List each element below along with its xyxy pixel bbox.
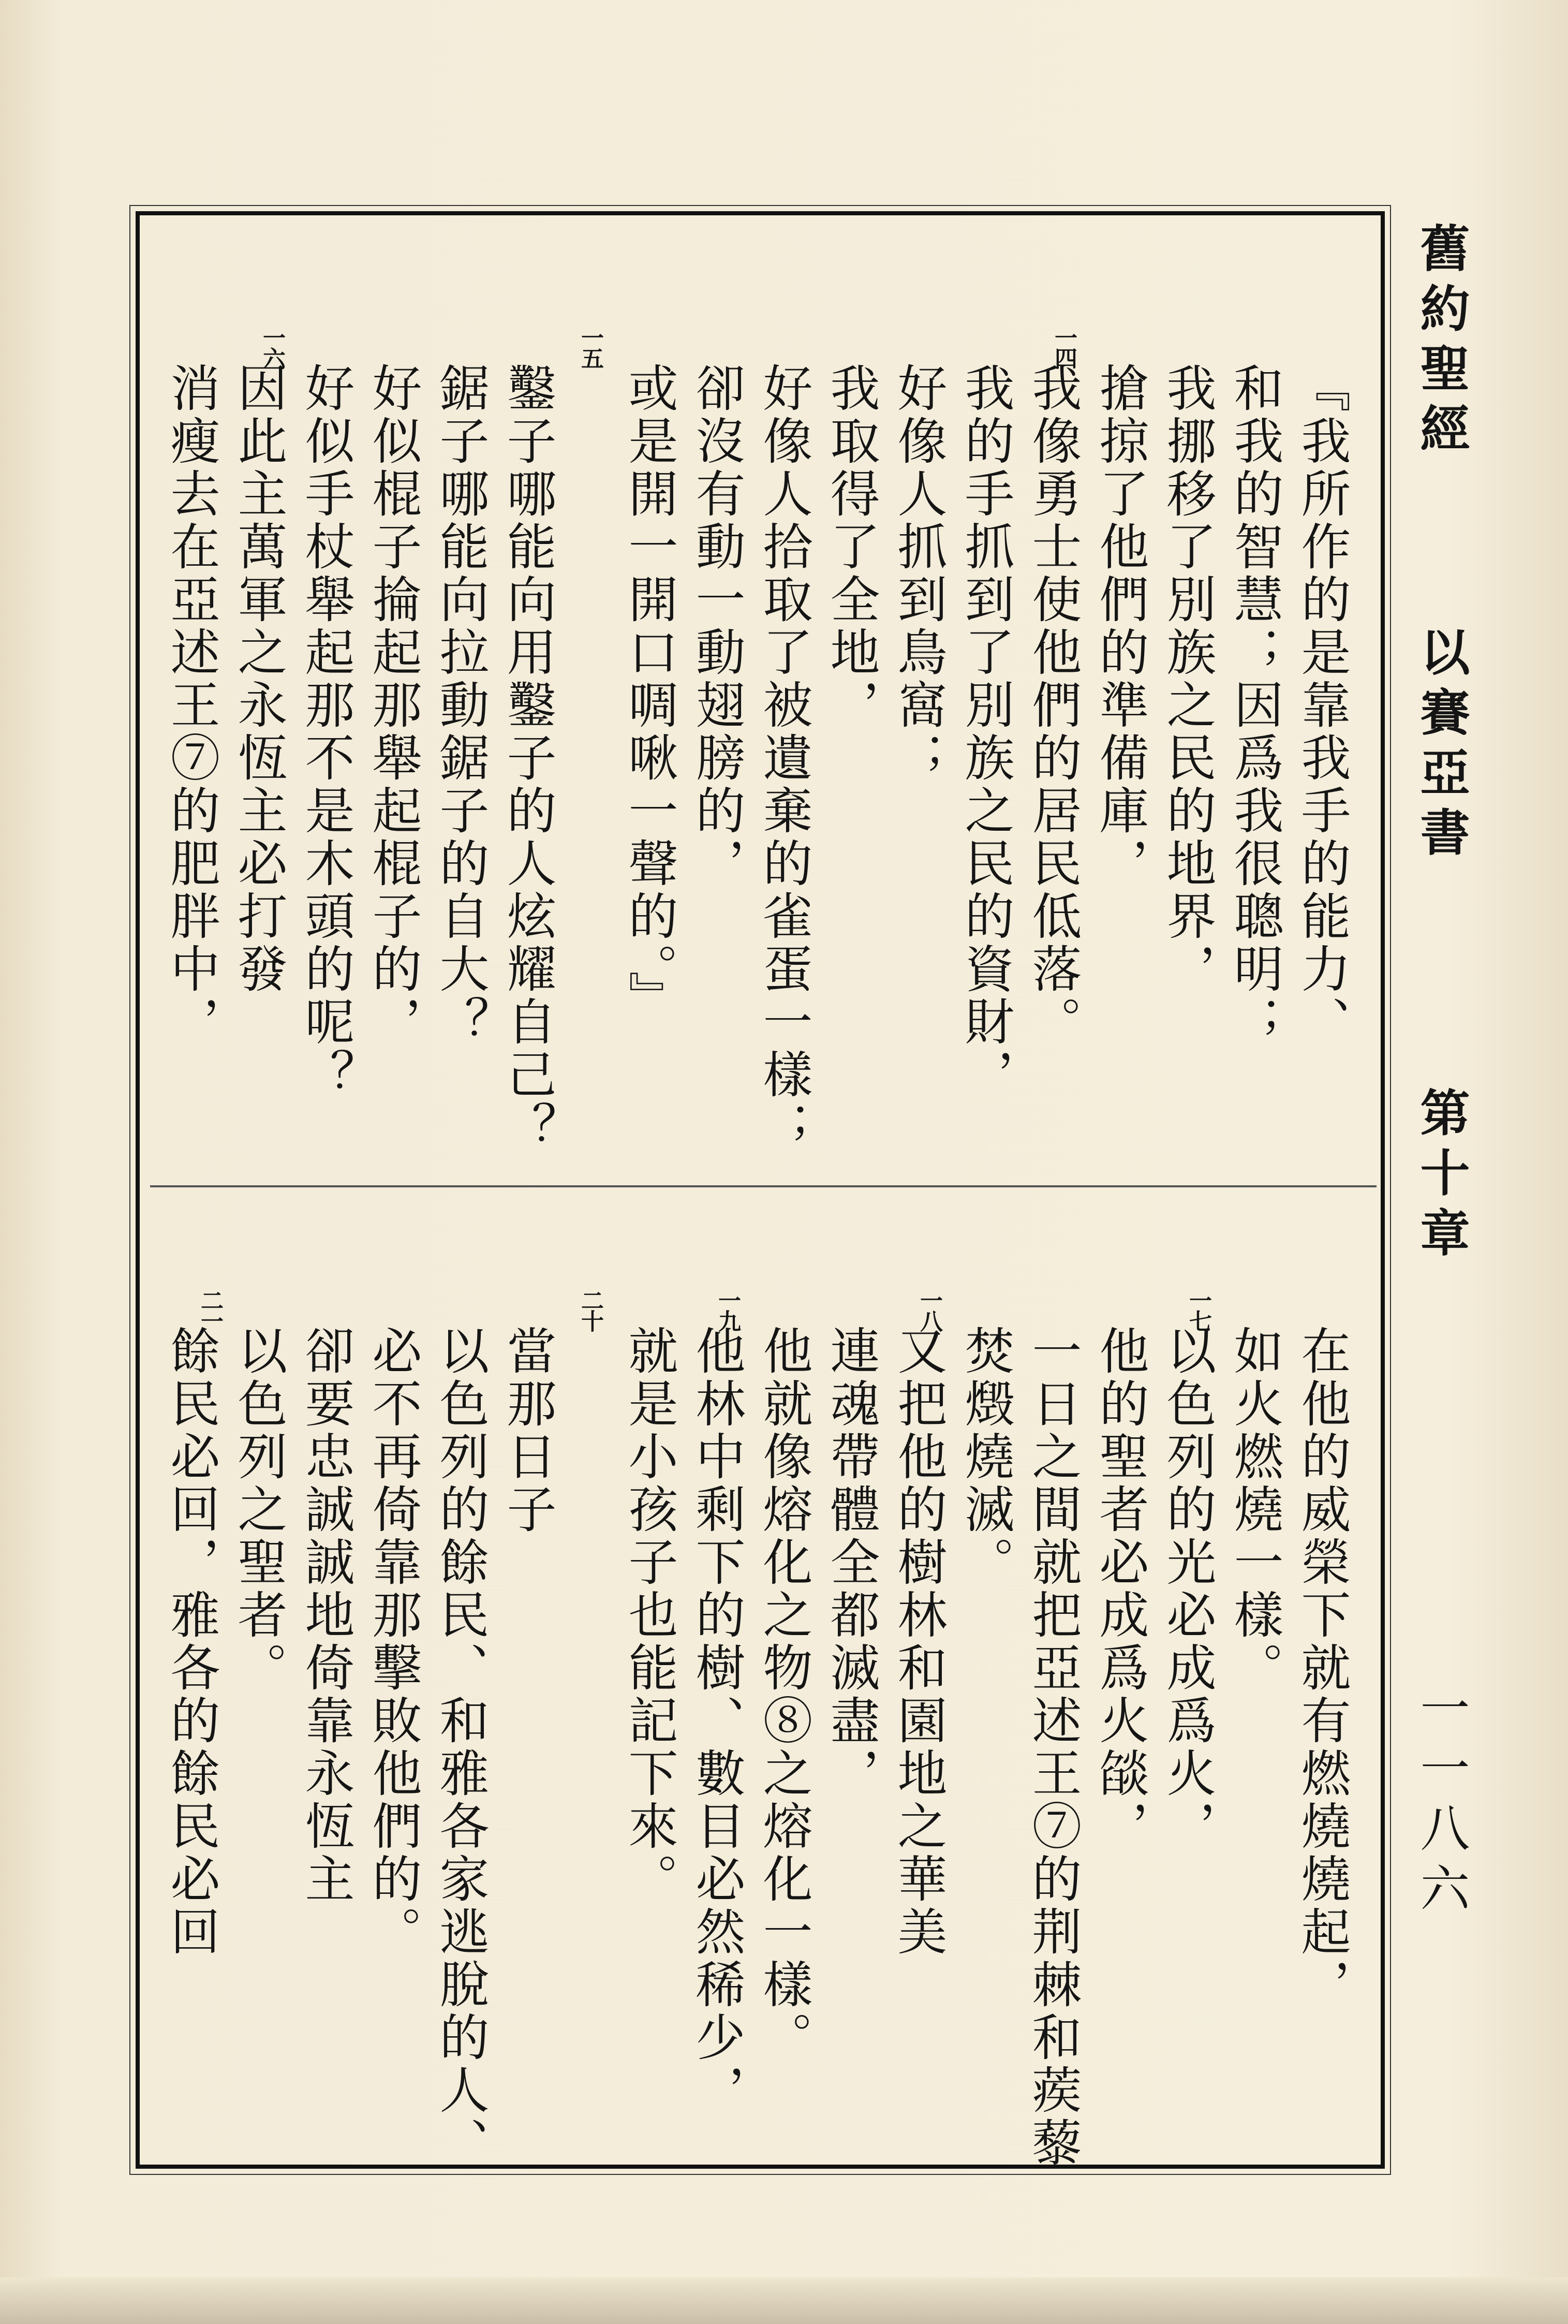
text-column: 當那日子: [499, 1325, 557, 1536]
text-column: 『我所作的是靠我手的能力、: [1293, 362, 1351, 1049]
text-column: 他的聖者必成爲火燄，: [1091, 1325, 1149, 1853]
header-chapter: 第十章: [1412, 1087, 1471, 1267]
verse-number: 一六: [259, 326, 285, 367]
verse-number: 一四: [1051, 326, 1077, 367]
verse-number: 一七: [1185, 1289, 1211, 1330]
page-bottom-edge: [0, 2277, 1568, 2324]
header-book-name: 以賽亞書: [1412, 626, 1471, 866]
text-column: 以色列的餘民、和雅各家逃脫的人、: [432, 1325, 490, 2170]
verse-number: 一八: [916, 1289, 942, 1330]
text-column: 他就像熔化之物⑧之熔化一樣。: [755, 1325, 813, 2064]
text-column: 或是開一開口啁啾一聲的。』: [620, 362, 678, 1024]
text-column: 以色列之聖者。: [230, 1325, 288, 1695]
text-column: 必不再倚靠那擊敗他們的。: [364, 1325, 422, 1959]
section-divider: [150, 1185, 1377, 1187]
text-column: 連魂帶體全都滅盡，: [822, 1325, 880, 1800]
header-page-number: 一一八六: [1412, 1682, 1470, 1922]
text-column: 我的手抓到了別族之民的資財，: [957, 362, 1015, 1101]
text-column: 如火燃燒一樣。: [1226, 1325, 1284, 1695]
text-column: 焚燬燒滅。: [957, 1325, 1015, 1589]
text-column: 卻要忠誠誠地倚靠永恆主: [297, 1325, 355, 1906]
text-column: 鑿子哪能向用鑿子的人炫耀自己？: [499, 362, 557, 1154]
text-column: 又把他的樹林和園地之華美: [890, 1325, 948, 1959]
text-column: 卻沒有動一動翅膀的，: [688, 362, 746, 890]
running-header: [1402, 223, 1480, 1931]
text-column: 好像人拾取了被遺棄的雀蛋一樣；: [755, 362, 813, 1154]
text-column: 因此主萬軍之永恆主必打發: [230, 362, 288, 996]
verse-number: 二一: [197, 1289, 223, 1330]
text-column: 消瘦去在亞述王⑦的肥胖中，: [162, 362, 220, 1049]
text-column: 他林中剩下的樹、數目必然稀少，: [688, 1325, 746, 2117]
text-column: 我挪移了別族之民的地界，: [1159, 362, 1217, 996]
text-column: 鋸子哪能向拉動鋸子的自大？: [432, 362, 490, 1049]
text-column: 搶掠了他們的準備庫，: [1091, 362, 1149, 890]
text-column: 以色列的光必成爲火，: [1159, 1325, 1217, 1853]
text-column: 好似棍子掄起那舉起棍子的，: [364, 362, 422, 1049]
text-column: 就是小孩子也能記下來。: [620, 1325, 678, 1906]
text-column: 好似手杖舉起那不是木頭的呢？: [297, 362, 355, 1101]
text-column: 在他的威榮下就有燃燒燒起，: [1293, 1325, 1351, 2011]
text-column: 一日之間就把亞述王⑦的荆棘和蒺藜: [1024, 1325, 1082, 2170]
verse-number: 一五: [577, 326, 603, 367]
text-column: 餘民必回，雅各的餘民必回: [162, 1325, 220, 1959]
verse-number: 二十: [577, 1289, 603, 1330]
text-column: 和我的智慧；因爲我很聰明；: [1226, 362, 1284, 1049]
text-column: 我像勇士使他們的居民低落。: [1024, 362, 1082, 1049]
text-column: 好像人抓到鳥窩；: [890, 362, 948, 785]
text-column: 我取得了全地，: [822, 362, 880, 732]
verse-number: 一九: [714, 1289, 741, 1330]
header-book-title: 舊約聖經: [1412, 223, 1471, 463]
